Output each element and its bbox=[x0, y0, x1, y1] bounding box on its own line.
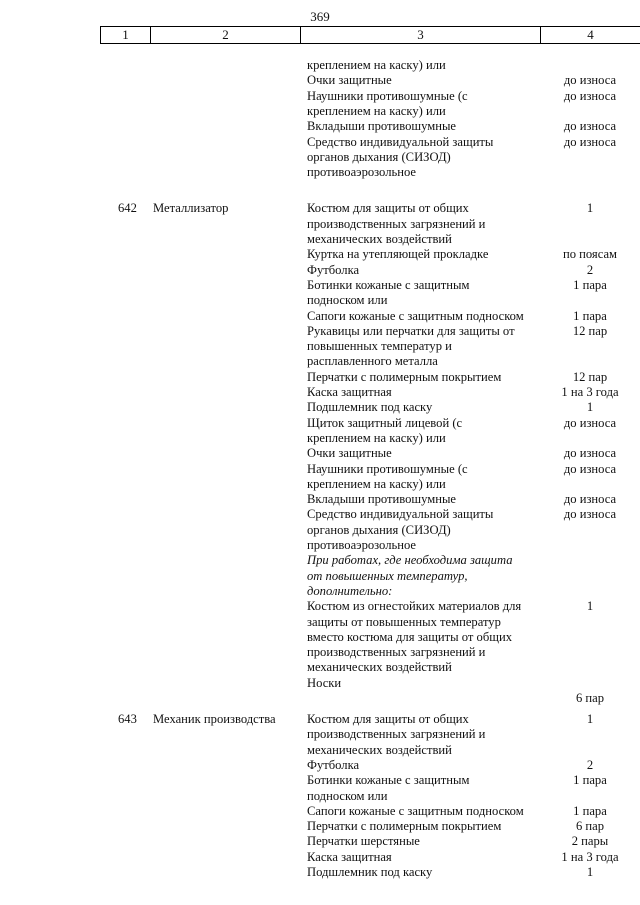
continuation-item-4-line-0: Средство индивидуальной защиты bbox=[307, 134, 494, 149]
entry-642-item-14-line-1: от повышенных температур, bbox=[307, 568, 468, 583]
continuation-item-1-line-0: Очки защитные bbox=[307, 73, 392, 88]
entry-642-item-9-line-1: креплением на каску) или bbox=[307, 430, 446, 445]
entry-642-item-12-qty: до износа bbox=[563, 492, 617, 507]
entry-profession-643: Механик производства bbox=[153, 712, 276, 726]
table-header bbox=[100, 26, 640, 44]
entry-642-item-10-line-0: Очки защитные bbox=[307, 446, 392, 461]
entry-642-item-5-qty: 12 пар bbox=[572, 323, 608, 338]
continuation-item-3-qty: до износа bbox=[563, 119, 617, 134]
entry-643-item-0-line-1: производственных загрязнений и bbox=[307, 727, 486, 742]
continuation-item-0-line-0: креплением на каску) или bbox=[307, 58, 446, 72]
entry-642-item-6-line-0: Перчатки с полимерным покрытием bbox=[307, 369, 502, 384]
entry-643-item-1-line-0: Футболка bbox=[307, 757, 360, 772]
entry-642-item-8-line-0: Подшлемник под каску bbox=[307, 400, 433, 415]
header-col-4: 4 bbox=[540, 27, 640, 43]
entry-642-item-5-line-0: Рукавицы или перчатки для защиты от bbox=[307, 323, 515, 338]
entry-642-item-14-line-2: дополнительно: bbox=[307, 583, 393, 598]
entry-643-item-3-line-0: Сапоги кожаные с защитным подноском bbox=[307, 803, 524, 818]
entry-642-item-13-qty: до износа bbox=[563, 507, 617, 522]
entry-642-item-15-line-4: механических воздействий bbox=[307, 660, 452, 675]
entry-642-item-9-qty: до износа bbox=[563, 415, 617, 430]
entry-642-item-15-line-1: защиты от повышенных температур bbox=[307, 614, 501, 629]
entry-642-item-9-line-0: Щиток защитный лицевой (с bbox=[307, 415, 463, 430]
entry-642-item-1-qty: по поясам bbox=[562, 247, 618, 262]
entry-profession-642: Металлизатор bbox=[153, 201, 229, 216]
entry-643-item-7-line-0: Подшлемник под каску bbox=[307, 865, 433, 879]
entry-642-item-0-line-2: механических воздействий bbox=[307, 232, 452, 246]
entry-642-item-3-qty: 1 пара bbox=[573, 277, 607, 292]
entry-642-item-15-line-3: производственных загрязнений и bbox=[307, 645, 486, 660]
entry-643-item-0-line-0: Костюм для защиты от общих bbox=[307, 712, 469, 726]
entry-643-item-0-qty: 1 bbox=[586, 712, 594, 726]
continuation-item-4-qty: до износа bbox=[563, 134, 617, 149]
entry-642-item-12-line-0: Вкладыши противошумные bbox=[307, 492, 457, 507]
entry-642-item-2-qty: 2 bbox=[586, 262, 594, 277]
entry-643-item-6-qty: 1 на 3 года bbox=[561, 849, 619, 864]
entry-642-item-5-line-1: повышенных температур и bbox=[307, 339, 452, 354]
entry-642-item-0-line-0: Костюм для защиты от общих bbox=[307, 201, 469, 216]
continuation-item-4-line-1: органов дыхания (СИЗОД) bbox=[307, 149, 451, 164]
entry-642-item-15-line-0: Костюм из огнестойких материалов для bbox=[307, 599, 522, 614]
entry-643-item-1-qty: 2 bbox=[586, 757, 594, 772]
entry-642-item-13-line-0: Средство индивидуальной защиты bbox=[307, 507, 494, 522]
entry-643-item-2-line-0: Ботинки кожаные с защитным bbox=[307, 773, 470, 788]
entry-642-item-13-line-1: органов дыхания (СИЗОД) bbox=[307, 522, 451, 537]
continuation-item-1-qty: до износа bbox=[563, 73, 617, 88]
entry-642-item-15-line-2: вместо костюма для защиты от общих bbox=[307, 629, 512, 644]
entry-642-item-4-line-0: Сапоги кожаные с защитным подноском bbox=[307, 308, 524, 323]
continuation-item-2-qty: до износа bbox=[563, 88, 617, 103]
continuation-item-3-line-0: Вкладыши противошумные bbox=[307, 119, 457, 134]
entry-642-item-3-line-0: Ботинки кожаные с защитным bbox=[307, 277, 470, 292]
continuation-item-2-line-1: креплением на каску) или bbox=[307, 103, 446, 118]
header-col-1: 1 bbox=[100, 27, 150, 43]
page-number: 369 bbox=[310, 9, 330, 24]
entry-number-643: 643 bbox=[118, 712, 137, 726]
entry-643-item-4-qty: 6 пар bbox=[575, 819, 605, 834]
entry-643-item-5-qty: 2 пары bbox=[571, 834, 609, 849]
entry-642-item-7-qty: 1 на 3 года bbox=[561, 385, 619, 399]
entry-number-642: 642 bbox=[118, 201, 137, 216]
entry-642-item-14-line-0: При работах, где необходима защита bbox=[307, 553, 513, 568]
entry-643-item-0-line-2: механических воздействий bbox=[307, 742, 452, 757]
header-col-3: 3 bbox=[300, 27, 540, 43]
entry-642-item-11-line-0: Наушники противошумные (с bbox=[307, 461, 468, 476]
entry-642-item-8-qty: 1 bbox=[586, 400, 594, 415]
entry-642-item-11-qty: до износа bbox=[563, 461, 617, 476]
entry-642-item-2-line-0: Футболка bbox=[307, 262, 360, 277]
entry-642-item-10-qty: до износа bbox=[563, 446, 617, 461]
entry-642-item-7-line-0: Каска защитная bbox=[307, 385, 392, 399]
entry-642-item-0-qty: 1 bbox=[586, 201, 594, 216]
entry-642-item-13-line-2: противоаэрозольное bbox=[307, 538, 416, 552]
entry-643-item-2-qty: 1 пара bbox=[573, 773, 607, 788]
header-col-2: 2 bbox=[150, 27, 300, 43]
entry-642-item-5-line-2: расплавленного металла bbox=[307, 354, 438, 369]
entry-642-item-16-qty: 6 пар bbox=[575, 691, 605, 705]
entry-643-item-4-line-0: Перчатки с полимерным покрытием bbox=[307, 819, 502, 834]
entry-643-item-7-qty: 1 bbox=[586, 865, 594, 879]
continuation-item-2-line-0: Наушники противошумные (с bbox=[307, 88, 468, 103]
entry-642-item-6-qty: 12 пар bbox=[572, 369, 608, 384]
entry-643-item-6-line-0: Каска защитная bbox=[307, 849, 392, 864]
entry-642-item-3-line-1: подноском или bbox=[307, 293, 388, 308]
entry-643-item-5-line-0: Перчатки шерстяные bbox=[307, 834, 420, 849]
entry-642-item-1-line-0: Куртка на утепляющей прокладке bbox=[307, 247, 489, 262]
entry-642-item-11-line-1: креплением на каску) или bbox=[307, 476, 446, 491]
entry-642-item-15-qty: 1 bbox=[586, 599, 594, 614]
entry-642-item-4-qty: 1 пара bbox=[573, 308, 607, 323]
entry-642-item-16-line-0: Носки bbox=[307, 675, 342, 690]
continuation-item-4-line-2: противоаэрозольное bbox=[307, 165, 416, 180]
entry-643-item-2-line-1: подноском или bbox=[307, 788, 388, 803]
entry-643-item-3-qty: 1 пара bbox=[573, 803, 607, 818]
entry-642-item-0-line-1: производственных загрязнений и bbox=[307, 216, 486, 231]
